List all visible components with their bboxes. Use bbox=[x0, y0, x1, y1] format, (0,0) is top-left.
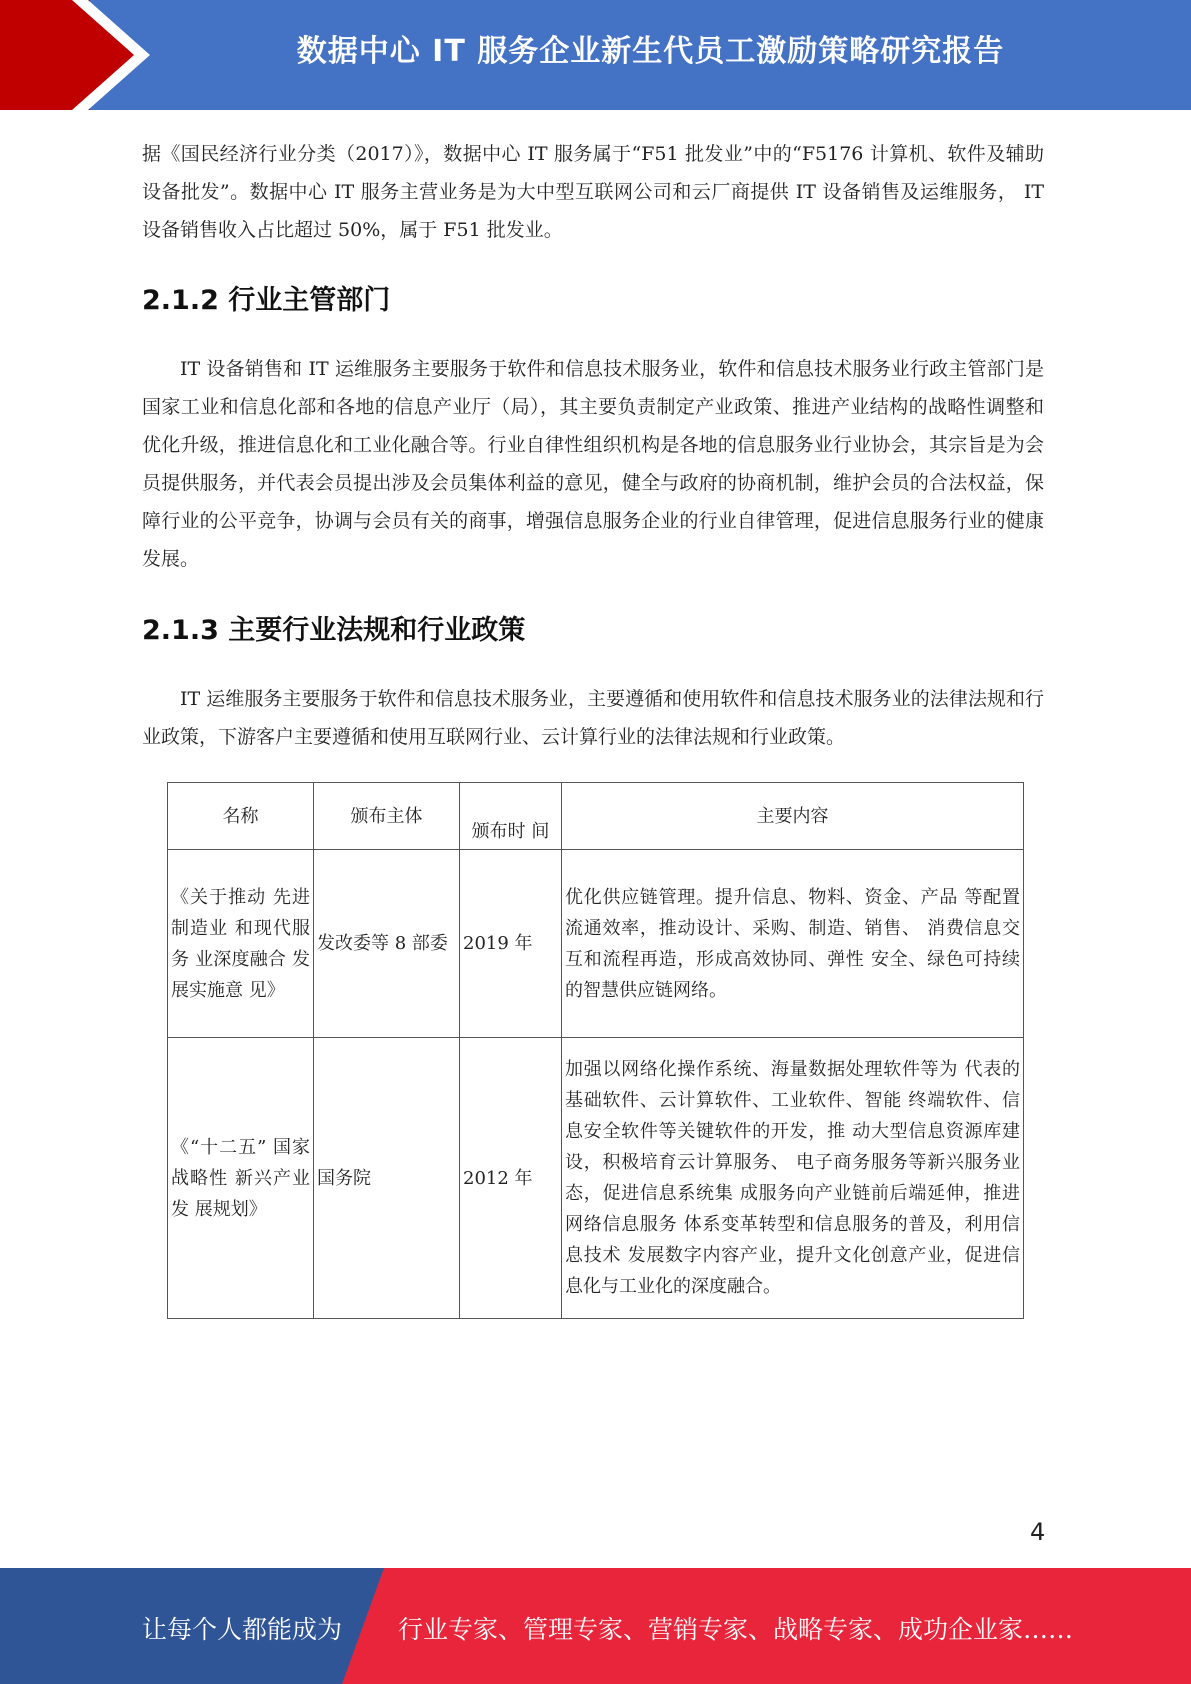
page-number: 4 bbox=[1030, 1518, 1046, 1546]
policy-name-cell: 《“十二五” 国家战略性 新兴产业发 展规划》 bbox=[168, 1038, 314, 1319]
policy-content-cell: 优化供应链管理。提升信息、物料、资金、产品 等配置流通效率，推动设计、采购、制造、销售、 消费信息交互和流程再造，形成高效协同、弹性 安全、绿色可持续的智慧供应链网络。 bbox=[562, 850, 1024, 1038]
section-heading-2-1-3: 2.1.3 主要行业法规和行业政策 bbox=[142, 615, 526, 646]
section-2-1-2-paragraph: IT 设备销售和 IT 运维服务主要服务于软件和信息技术服务业，软件和信息技术服务业行政主管部门是国家工业和信息化部和各地的信息产业厅（局），其主要负责制定产业政策、推进产业结构的战略性调整和优化升级，推进信息化和工业化融合等。行业自律性组织机构是各地的信息服务业行业协会，其宗旨是为会员提供服务，并代表会员提出涉及会员集体利益的意见，健全与政府的协商机制，维护会员的合法权益，保障行业的公平竞争，协调与会员有关的商事，增强信息服务企业的行业自律管理，促进信息服务行业的健康发展。 bbox=[142, 358, 1044, 570]
table-row bbox=[168, 850, 1024, 1038]
header-arrow-icon bbox=[0, 0, 140, 110]
footer-slogan-left: 让每个人都能成为 bbox=[142, 1615, 343, 1644]
policy-year-cell: 2012 年 bbox=[460, 1038, 562, 1319]
intro-paragraph: 据《国民经济行业分类（2017）》，数据中心 IT 服务属于“F51 批发业”中的“F5176 计算机、软件及辅助设备批发”。数据中心 IT 服务主营业务是为大中型互联网公司和云厂商提供 IT 设备销售及运维服务， IT 设备销售收入占比超过 50%，属于 F51 批发业。 bbox=[142, 143, 1044, 241]
policy-table bbox=[167, 782, 1024, 1319]
intro-section bbox=[142, 135, 1044, 249]
document-title: 数据中心 IT 服务企业新生代员工激励策略研究报告 bbox=[296, 34, 1005, 69]
policy-issuer-cell: 发改委等 8 部委 bbox=[314, 850, 460, 1038]
section-2-1-2-body bbox=[142, 350, 1044, 578]
policy-content-cell: 加强以网络化操作系统、海量数据处理软件等为 代表的基础软件、云计算软件、工业软件、智能 终端软件、信息安全软件等关键软件的开发，推 动大型信息资源库建设，积极培育云计算服务、 电子商务服务等新兴服务业态，促进信息系统集 成服务向产业链前后端延伸，推进网络信息服务 体系变革转型和信息服务的普及，利用信息技术 发展数字内容产业，提升文化创意产业，促进信 息化与工业化的深度融合。 bbox=[562, 1038, 1024, 1319]
section-2-1-3-body bbox=[142, 680, 1044, 756]
table-row bbox=[168, 1038, 1024, 1319]
table-header-content: 主要内容 bbox=[562, 783, 1024, 850]
header-banner bbox=[0, 0, 1191, 110]
table-header-name: 名称 bbox=[168, 783, 314, 850]
footer-slogan-right: 行业专家、管理专家、营销专家、战略专家、成功企业家…… bbox=[398, 1615, 1074, 1644]
section-2-1-3-paragraph: IT 运维服务主要服务于软件和信息技术服务业，主要遵循和使用软件和信息技术服务业的法律法规和行业政策，下游客户主要遵循和使用互联网行业、云计算行业的法律法规和行业政策。 bbox=[142, 688, 1044, 748]
policy-name-cell: 《关于推动 先进制造业 和现代服务 业深度融合 发展实施意 见》 bbox=[168, 850, 314, 1038]
table-header-year: 颁布时 间 bbox=[460, 783, 562, 850]
section-heading-2-1-2: 2.1.2 行业主管部门 bbox=[142, 285, 391, 316]
table-header-row bbox=[168, 783, 1024, 850]
policy-issuer-cell: 国务院 bbox=[314, 1038, 460, 1319]
table-header-issuer: 颁布主体 bbox=[314, 783, 460, 850]
policy-year-cell: 2019 年 bbox=[460, 850, 562, 1038]
